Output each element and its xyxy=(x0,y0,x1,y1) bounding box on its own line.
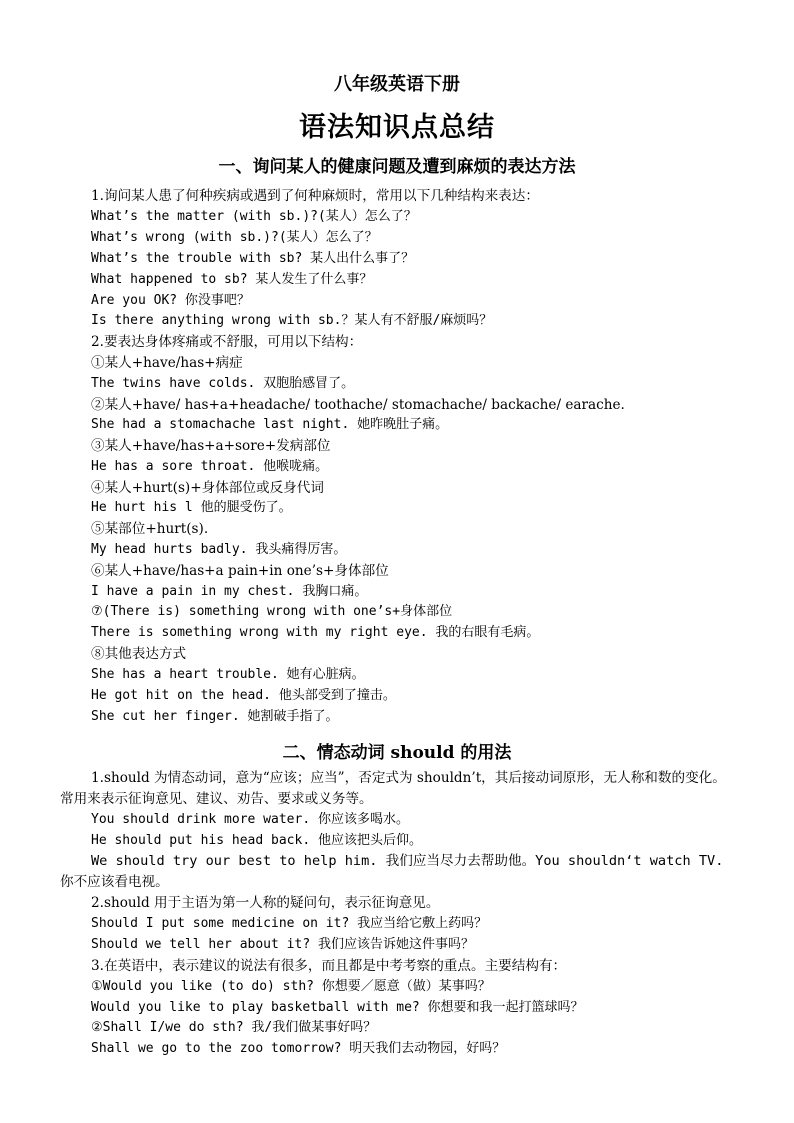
section-2-line: Should we tell her about it? 我们应该告诉她这件事吗？ xyxy=(91,937,474,952)
section-1-line: What’s the matter (with sb.)?(某人）怎么了？ xyxy=(91,209,417,224)
section-2-line: Would you like to play basketball with me? 你想要和我一起打篮球吗？ xyxy=(91,1000,584,1015)
section-1-line: She had a stomachache last night. 她昨晚肚子痛。 xyxy=(91,417,449,432)
section-1-line: ③某人+have/has+a+sore+发病部位 xyxy=(91,438,331,454)
section-1-line: I have a pain in my chest. 我胸口痛。 xyxy=(91,584,368,599)
section-1-line: What happened to sb? 某人发生了什么事？ xyxy=(91,272,373,287)
section-1-line: She has a heart trouble. 她有心脏病。 xyxy=(91,667,365,682)
section-2-heading: 二、情态动词 should 的用法 xyxy=(282,743,512,763)
section-1-line: ④某人+hurt(s)+身体部位或反身代词 xyxy=(91,480,324,496)
section-2-line: He should put his head back. 他应该把头后仰。 xyxy=(91,833,422,848)
section-2-line: Should I put some medicine on it? 我应当给它敷上药吗？ xyxy=(91,916,488,931)
section-1-line: Is there anything wrong with sb.？某人有不舒服/麻烦吗？ xyxy=(91,313,493,328)
section-2-paragraph: 1.should 为情态动词，意为“应该；应当”，否定式为 shouldn’t，其后接动词原形，无人称和数的变化。常用来表示征询意见、建议、劝告、要求或义务等。 xyxy=(60,770,726,807)
section-2-line: You should drink more water. 你应该多喝水。 xyxy=(91,812,409,827)
section-1-line: There is something wrong with my right eye. 我的右眼有毛病。 xyxy=(91,625,540,640)
section-2-line: 3.在英语中，表示建议的说法有很多，而且都是中考考察的重点。主要结构有： xyxy=(91,958,567,974)
section-2-line: 2.should 用于主语为第一人称的疑问句，表示征询意见。 xyxy=(91,895,440,911)
section-1-line: 1.询问某人患了何种疾病或遇到了何种麻烦时，常用以下几种结构来表达： xyxy=(91,188,539,204)
section-1-line: He has a sore throat. 他喉咙痛。 xyxy=(91,459,329,474)
section-1-line: ⑤某部位+hurt(s). xyxy=(91,521,209,537)
section-2-paragraph: We should try our best to help him. 我们应当尽力去帮助他。You shouldn‘t watch TV. 你不应该看电视。 xyxy=(60,853,724,890)
section-1-line: ⑥某人+have/has+a pain+in one’s+身体部位 xyxy=(91,563,389,579)
section-1-line: She cut her finger. 她割破手指了。 xyxy=(91,709,339,724)
section-1-line: The twins have colds. 双胞胎感冒了。 xyxy=(91,376,355,391)
section-1-line: ②某人+have/ has+a+headache/ toothache/ stomachache/ backache/ earache. xyxy=(91,397,625,413)
section-1-line: What’s wrong (with sb.)?(某人）怎么了？ xyxy=(91,230,378,245)
section-1-line: What’s the trouble with sb? 某人出什么事了？ xyxy=(91,251,415,266)
section-1-heading: 一、询问某人的健康问题及遭到麻烦的表达方法 xyxy=(218,157,576,177)
section-2-line: Shall we go to the zoo tomorrow? 明天我们去动物园，好吗？ xyxy=(91,1041,506,1056)
section-1-line: My head hurts badly. 我头痛得厉害。 xyxy=(91,542,347,557)
section-1-line: He hurt his l 他的腿受伤了。 xyxy=(91,500,292,515)
document-subtitle: 语法知识点总结 xyxy=(299,112,495,143)
section-1-line: He got hit on the head. 他头部受到了撞击。 xyxy=(91,688,396,703)
section-1-line: ①某人+have/has+病症 xyxy=(91,355,243,371)
section-2-line: ②Shall I/we do sth? 我/我们做某事好吗？ xyxy=(91,1020,377,1035)
section-1-line: Are you OK? 你没事吧？ xyxy=(91,293,250,308)
document-title: 八年级英语下册 xyxy=(334,74,460,95)
section-1-line: 2.要表达身体疼痛或不舒服，可用以下结构： xyxy=(91,334,363,350)
section-2-line: ①Would you like (to do) sth? 你想要／愿意（做）某事吗？ xyxy=(91,979,491,994)
section-1-line: ⑦(There is) something wrong with one’s+身体部位 xyxy=(91,604,453,619)
section-1-line: ⑧其他表达方式 xyxy=(91,646,187,662)
